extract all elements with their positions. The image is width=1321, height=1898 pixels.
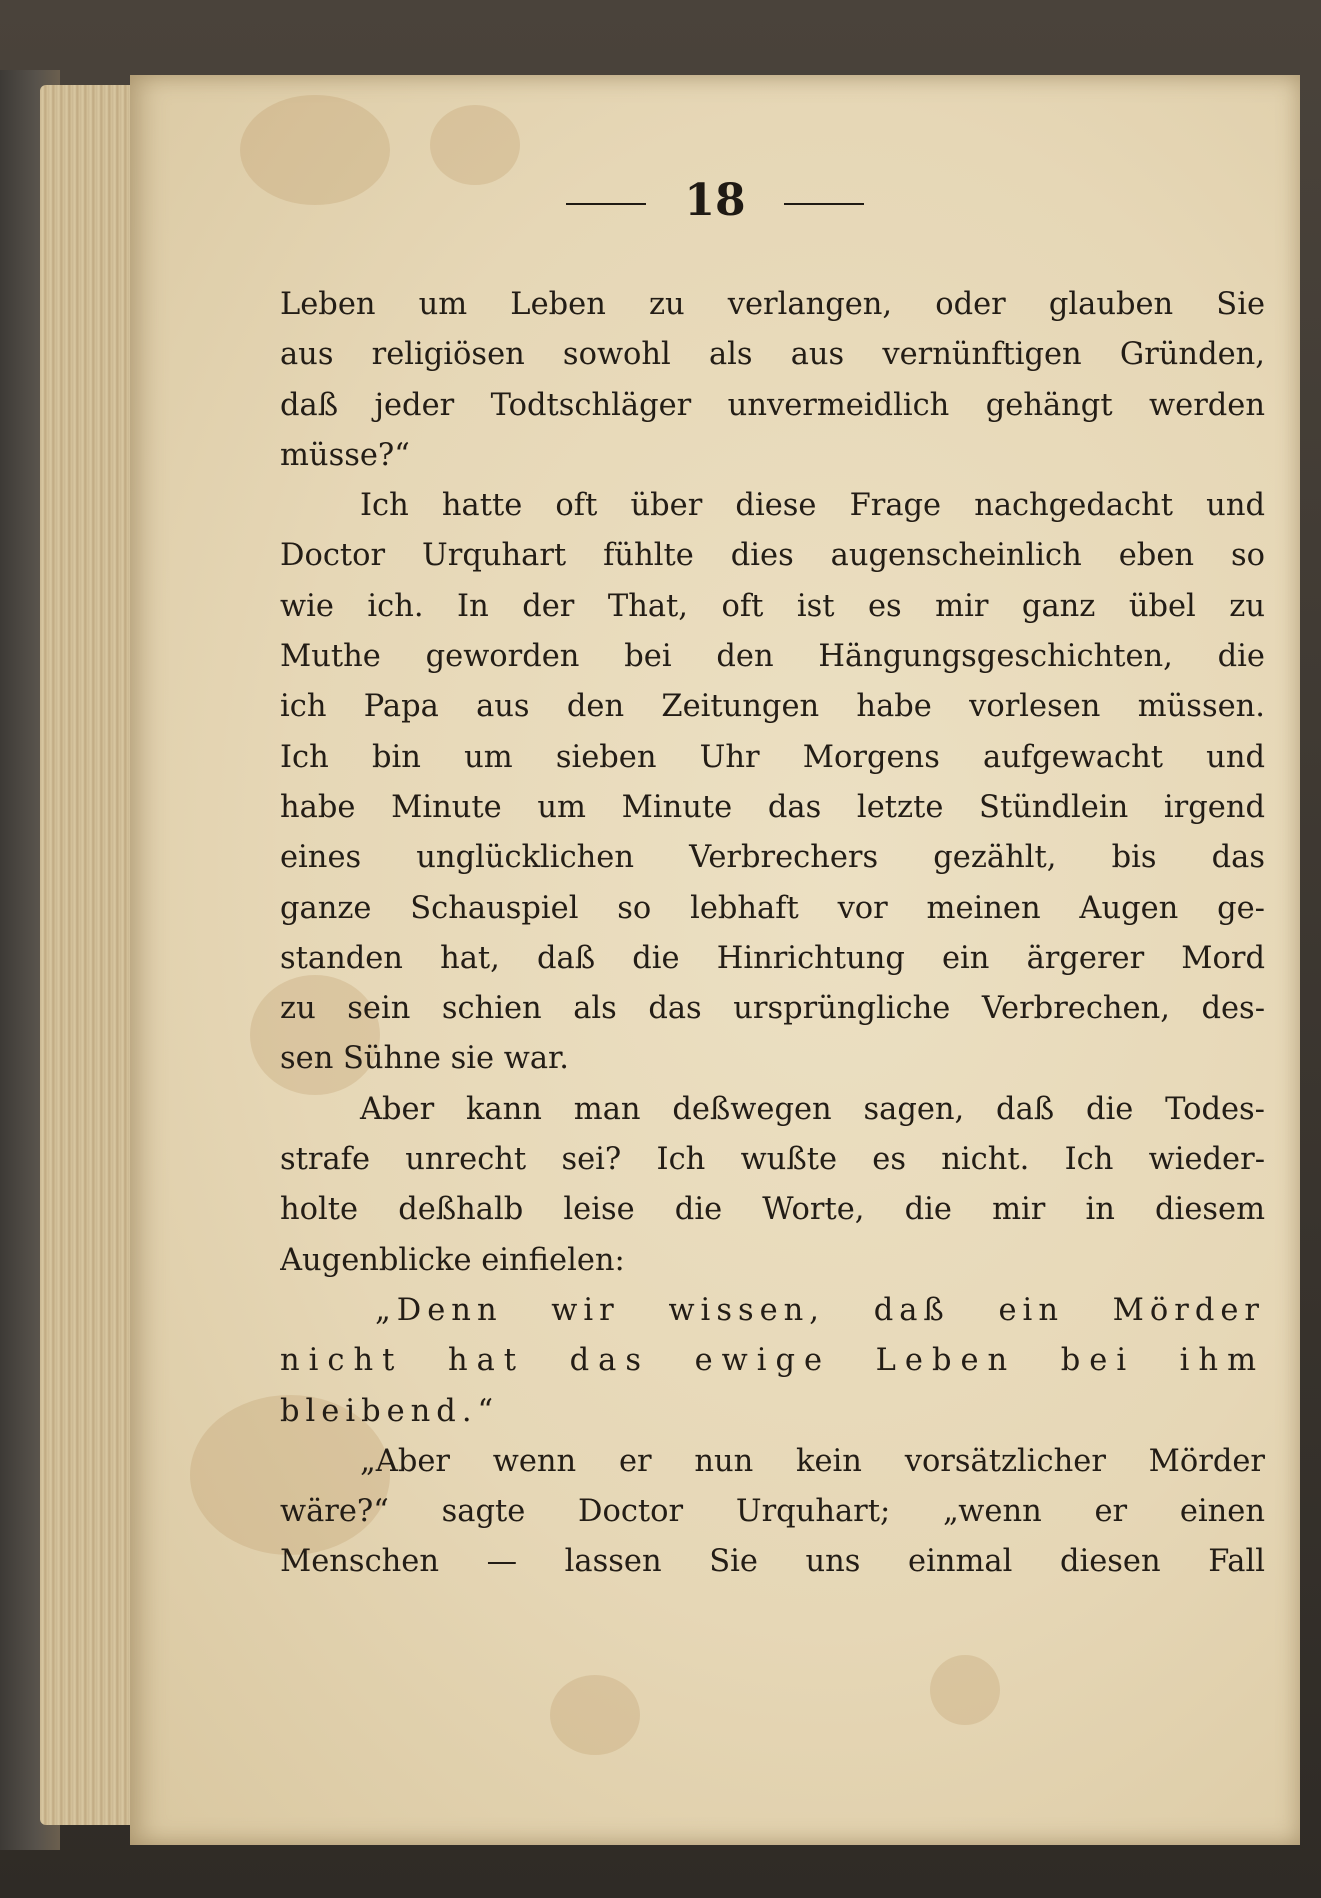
text-line: Augenblicke einfielen:: [280, 1242, 625, 1278]
text-line: sen Sühne sie war.: [280, 1041, 569, 1077]
page-number: 18: [684, 175, 746, 226]
text-line: eines unglücklichen Verbrechers gezählt, bis das: [280, 840, 1265, 876]
text-line: wie ich. In der That, oft ist es mir ganz übel zu: [280, 588, 1265, 624]
text-line: Muthe geworden bei den Hängungsgeschichten, die: [280, 639, 1265, 675]
text-line: aus religiösen sowohl als aus vernünftigen Gründen,: [280, 337, 1265, 373]
header-dash-right: [784, 203, 864, 205]
text-line: ganze Schauspiel so lebhaft vor meinen Augen ge-: [280, 890, 1265, 926]
paper-stain: [930, 1655, 1000, 1725]
text-line: „Aber wenn er nun kein vorsätzlicher Mörder: [360, 1443, 1265, 1479]
text-line: holte deßhalb leise die Worte, die mir in diesem: [280, 1192, 1265, 1228]
body-text: [280, 280, 1265, 1588]
text-line: Ich bin um sieben Uhr Morgens aufgewacht und: [280, 739, 1265, 775]
text-line: standen hat, daß die Hinrichtung ein ärgerer Mord: [280, 940, 1265, 976]
paper-stain: [430, 105, 520, 185]
text-line: Leben um Leben zu verlangen, oder glauben Sie: [280, 287, 1265, 322]
text-line: Menschen — lassen Sie uns einmal diesen Fall: [280, 1544, 1265, 1580]
paper-stain: [550, 1675, 640, 1755]
text-line: strafe unrecht sei? Ich wußte es nicht. Ich wieder-: [280, 1142, 1265, 1178]
page-header: [130, 175, 1300, 226]
text-line: Aber kann man deßwegen sagen, daß die Todes-: [360, 1091, 1265, 1127]
quote-line: „Denn wir wissen, daß ein Mörder: [375, 1292, 1265, 1328]
quote-line: nicht hat das ewige Leben bei ihm: [280, 1343, 1265, 1379]
quote-line: bleibend.“: [280, 1393, 500, 1429]
text-line: wäre?“ sagte Doctor Urquhart; „wenn er einen: [280, 1494, 1265, 1530]
text-line: Doctor Urquhart fühlte dies augenscheinlich eben so: [280, 538, 1265, 574]
text-line: habe Minute um Minute das letzte Stündlein irgend: [280, 789, 1265, 825]
text-line: zu sein schien als das ursprüngliche Verbrechen, des-: [280, 991, 1265, 1027]
header-dash-left: [566, 203, 646, 205]
text-line: Ich hatte oft über diese Frage nachgedacht und: [360, 488, 1265, 524]
text-line: ich Papa aus den Zeitungen habe vorlesen müssen.: [280, 689, 1265, 725]
text-line: müsse?“: [280, 437, 410, 473]
text-line: daß jeder Todtschläger unvermeidlich gehängt werden: [280, 387, 1265, 423]
